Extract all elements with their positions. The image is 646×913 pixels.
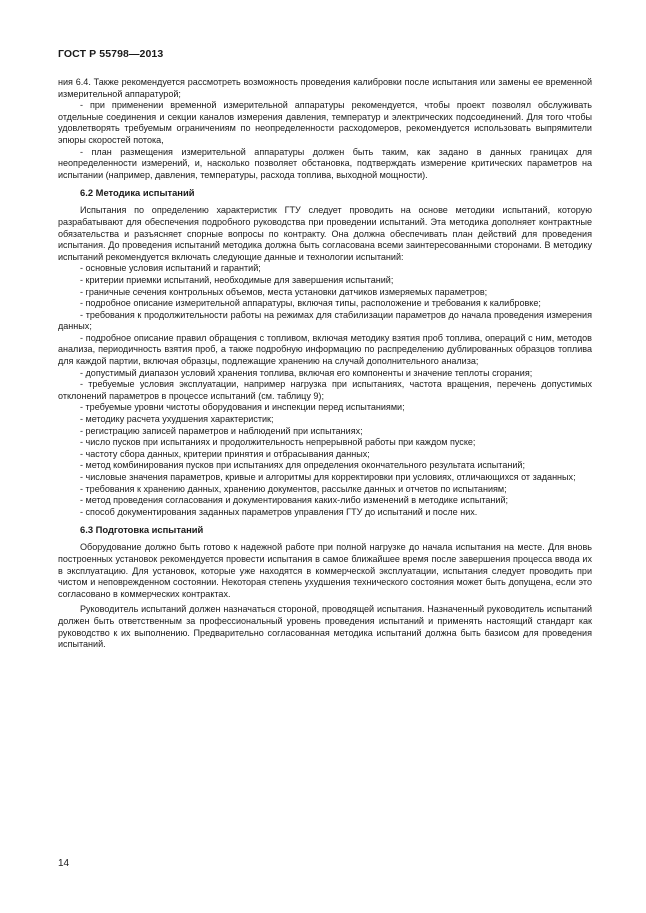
list-item: - числовые значения параметров, кривые и алгоритмы для корректировки при условиях, отличающихся от заданных; [80, 472, 576, 482]
section-heading-6-2: 6.2 Методика испытаний [80, 187, 195, 199]
list-item: - требуемые уровни чистоты оборудования и инспекции перед испытаниями; [80, 402, 405, 413]
list-item: - подробное описание правил обращения с топливом, включая методику взятия проб топлива, операций с ним, методов анализа, периодичность взятия проб, а также подробную информацию по распределению дублированных образцов топлива для каждой партии, включая образцы, подлежащие хранению на случай дополнительного анализа; [58, 332, 592, 367]
list-item: - метод проведения согласования и документирования каких-либо изменений в методике испытаний; [80, 495, 509, 506]
paragraph: Оборудование должно быть готово к надежной работе при полной нагрузке до начала испытания на месте. Для вновь построенных установок рекомендуется провести испытания в самое ближайшее время после завершения процесса ввода их в эксплуатацию. Для установок, которые уже находятся в коммерческой эксплуатации, испытания следует проводить при чистом и неповрежденном состоянии. Некоторая степень ухудшения технического состояния может быть допущена, если это согласовано в коммерческих контрактах. [58, 542, 592, 599]
paragraph: Испытания по определению характеристик ГТУ следует проводить на основе методики испытаний, которую разрабатывают для обеспечения подробного руководства при проведении испытаний. Эта методика дополняет контрактные обязательства и разъясняет спорные вопросы по контракту. Она должна обеспечивать план действий для проведения испытания. До проведения испытаний методика должна быть согласована всеми заинтересованными сторонами. В методику испытаний рекомендуется включать следующие данные и технологии испытаний: [58, 205, 592, 262]
paragraph: - при применении временной измерительной аппаратуры рекомендуется, чтобы проект позволял обслуживать отдельные соединения и секции каналов измерения давления, температур и электрических подсоединений. Для того чтобы удовлетворять требуемым ограничениям по неопределенности расходомеров, рекомендуется использовать выпрямители эпюры скоростей потока, [58, 100, 592, 145]
list-item: - допустимый диапазон условий хранения топлива, включая его компоненты и значение теплоты сгорания; [80, 367, 533, 378]
list-item: - требуемые условия эксплуатации, например нагрузка при испытаниях, частота вращения, перечень допустимых отклонений параметров в процессе испытаний (см. таблицу 9); [58, 379, 592, 401]
list-item: - частоту сбора данных, критерии принятия и отбрасывания данных; [80, 448, 370, 459]
list-item: - граничные сечения контрольных объемов, места установки датчиков измеряемых параметров; [80, 286, 488, 297]
document-body [58, 77, 592, 651]
list-item: - методику расчета ухудшения характеристик; [80, 414, 274, 425]
section-heading-6-3: 6.3 Подготовка испытаний [80, 524, 204, 536]
list-item: - число пусков при испытаниях и продолжительность непрерывной работы при каждом пуске; [80, 437, 476, 448]
test-method-list [58, 263, 592, 518]
list-item: - основные условия испытаний и гарантий; [80, 263, 261, 274]
page-number: 14 [58, 858, 70, 869]
list-item: - требования к хранению данных, хранению документов, рассылке данных и отчетов по испытаниям; [80, 483, 507, 494]
list-item: - критерии приемки испытаний, необходимые для завершения испытаний; [80, 274, 394, 285]
list-item: - требования к продолжительности работы на режимах для стабилизации параметров до начала проведения измерения данных; [58, 309, 592, 332]
list-item: - подробное описание измерительной аппаратуры, включая типы, расположение и требования к калибровке; [80, 298, 541, 309]
list-item: - метод комбинирования пусков при испытаниях для определения окончательного результата испытаний; [80, 460, 525, 471]
paragraph: ния 6.4. Также рекомендуется рассмотреть возможность проведения калибровки после испытания или замены ее временной измерительной аппаратурой; [58, 77, 592, 99]
paragraph: Руководитель испытаний должен назначаться стороной, проводящей испытания. Назначенный руководитель испытаний должен быть ответственным за профессиональный уровень проведения испытаний и применять настоящий стандарт как руководство к их выполнению. Предварительно согласованная методика испытаний должна быть базисом для проведения испытаний. [58, 604, 592, 650]
list-item: - способ документирования заданных параметров управления ГТУ до испытаний и после них. [80, 506, 478, 517]
list-item: - регистрацию записей параметров и наблюдений при испытаниях; [80, 425, 363, 436]
paragraph: - план размещения измерительной аппаратуры должен быть таким, как задано в данных границах для неопределенности измерений, и, насколько позволяет обстановка, подтверждать измерение критических параметров на испытании (например, давления, температуры, расхода топлива, выходной мощности). [58, 146, 592, 180]
document-header: ГОСТ Р 55798—2013 [58, 48, 164, 60]
